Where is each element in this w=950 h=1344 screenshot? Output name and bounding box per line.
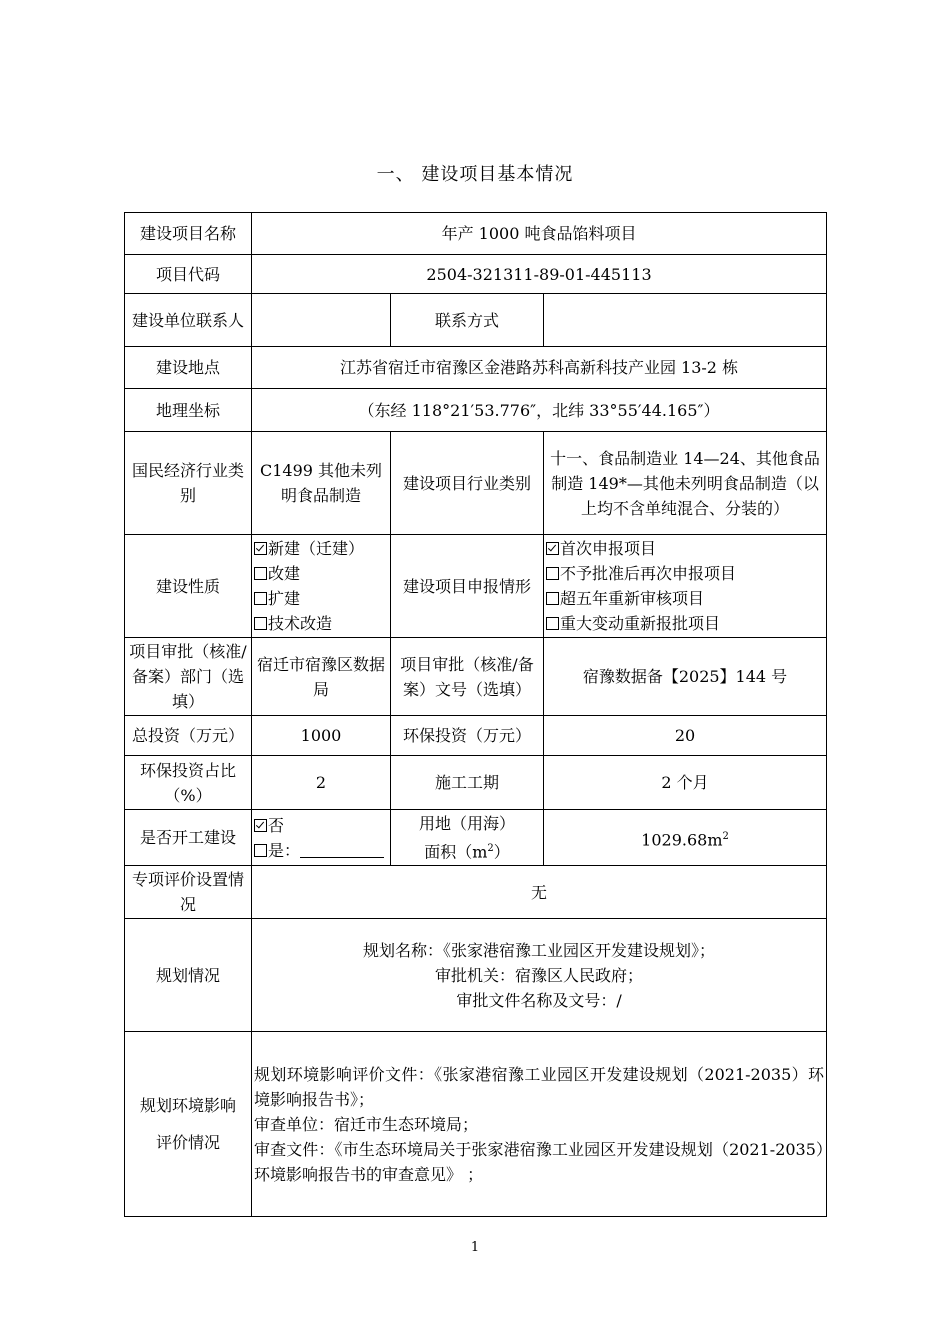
planning-eia-line: 审查文件：《市生态环境局关于张家港宿豫工业园区开发建设规划（2021-2035）环境影响报告书的审查意见》 ；: [254, 1139, 825, 1184]
coordinates-label: 地理坐标: [125, 389, 252, 432]
report-option-text: 超五年重新审核项目: [560, 589, 705, 608]
location-label: 建设地点: [125, 347, 252, 389]
land-area-value-sup: 2: [722, 830, 729, 842]
approval-dept-value: 宿迁市宿豫区数据局: [252, 638, 391, 716]
coordinates-value: （东经 118°21′53.776″，北纬 33°55′44.165″）: [252, 389, 827, 432]
approval-dept-label: 项目审批（核准/备案）部门（选填）: [125, 638, 252, 716]
contact-person-label: 建设单位联系人: [125, 294, 252, 347]
planning-eia-label: 规划环境影响评价情况: [125, 1032, 252, 1217]
land-area-label-line2: 面积（m: [424, 842, 488, 862]
checkbox-icon[interactable]: [254, 819, 267, 832]
special-eval-value: 无: [252, 866, 827, 919]
checkbox-icon[interactable]: [254, 592, 267, 605]
approval-doc-value: 宿豫数据备【2025】144 号: [544, 638, 827, 716]
special-eval-label: 专项评价设置情况: [125, 866, 252, 919]
started-option-yes[interactable]: [254, 838, 388, 863]
land-area-label: [391, 810, 544, 866]
planning-line: 审批文件名称及文号：/: [456, 990, 622, 1010]
total-investment-label: 总投资（万元）: [125, 716, 252, 756]
row-contact: [125, 294, 827, 347]
report-situation-label: 建设项目申报情形: [391, 535, 544, 638]
checkbox-icon[interactable]: [254, 617, 267, 630]
row-project-code: [125, 255, 827, 294]
nature-option-text: 扩建: [268, 589, 301, 608]
row-planning: [125, 919, 827, 1032]
checkbox-icon[interactable]: [546, 542, 559, 555]
planning-eia-line: 审查单位：宿迁市生态环境局；: [254, 1114, 479, 1134]
row-location: [125, 347, 827, 389]
land-area-value: [544, 810, 827, 866]
checkbox-icon[interactable]: [546, 592, 559, 605]
started-option-no[interactable]: [254, 813, 388, 838]
contact-method-label: 联系方式: [391, 294, 544, 347]
row-industry: [125, 432, 827, 535]
nature-option[interactable]: [254, 611, 388, 636]
total-investment-value: 1000: [252, 716, 391, 756]
row-started: [125, 810, 827, 866]
nature-option-text: 改建: [268, 564, 301, 583]
row-coordinates: [125, 389, 827, 432]
checkbox-icon[interactable]: [546, 617, 559, 630]
report-options: [544, 535, 827, 638]
planning-eia-line: 规划环境影响评价文件：《张家港宿豫工业园区开发建设规划（2021-2035）环境影响报告书》；: [254, 1064, 825, 1109]
project-name-label: 建设项目名称: [125, 213, 252, 255]
row-nature: [125, 535, 827, 638]
started-yes-text: 是：: [268, 840, 301, 860]
row-special-eval: [125, 866, 827, 919]
started-options: [252, 810, 391, 866]
row-approval: [125, 638, 827, 716]
contact-person-value: [252, 294, 391, 347]
report-option-text: 重大变动重新报批项目: [560, 614, 721, 633]
project-name-value: 年产 1000 吨食品馅料项目: [252, 213, 827, 255]
location-value: 江苏省宿迁市宿豫区金港路苏科高新科技产业园 13-2 栋: [252, 347, 827, 389]
report-option-text: 不予批准后再次申报项目: [560, 564, 737, 583]
row-project-name: [125, 213, 827, 255]
construction-period-value: 2 个月: [544, 756, 827, 810]
nature-option[interactable]: [254, 561, 388, 586]
industry-value: C1499 其他未列明食品制造: [252, 432, 391, 535]
project-info-table: [124, 212, 827, 1217]
land-area-label-sup: 2: [487, 843, 494, 854]
land-area-label-close: ）: [493, 842, 510, 862]
row-investment: [125, 716, 827, 756]
land-area-value-text: 1029.68m: [641, 829, 723, 849]
project-industry-value: 十一、食品制造业 14—24、其他食品制造 149*—其他未列明食品制造（以上均不含单纯混合、分装的）: [544, 432, 827, 535]
nature-options: [252, 535, 391, 638]
row-planning-eia: [125, 1032, 827, 1217]
page-number: 1: [470, 1240, 480, 1255]
env-investment-value: 20: [544, 716, 827, 756]
checkbox-icon[interactable]: [254, 567, 267, 580]
env-ratio-label: 环保投资占比（%）: [125, 756, 252, 810]
nature-option-text: 新建（迁建）: [268, 539, 365, 558]
env-ratio-value: 2: [252, 756, 391, 810]
nature-label: 建设性质: [125, 535, 252, 638]
started-label: 是否开工建设: [125, 810, 252, 866]
planning-line: 审批机关：宿豫区人民政府；: [435, 965, 644, 985]
blank-line[interactable]: [300, 843, 384, 858]
approval-doc-label: 项目审批（核准/备案）文号（选填）: [391, 638, 544, 716]
checkbox-icon[interactable]: [546, 567, 559, 580]
checkbox-icon[interactable]: [254, 844, 267, 857]
env-investment-label: 环保投资（万元）: [391, 716, 544, 756]
project-code-label: 项目代码: [125, 255, 252, 294]
report-option[interactable]: [546, 561, 824, 586]
row-ratio: [125, 756, 827, 810]
report-option[interactable]: [546, 536, 824, 561]
checkbox-icon[interactable]: [254, 542, 267, 555]
section-heading: 一、 建设项目基本情况: [376, 164, 574, 185]
project-code-value: 2504-321311-89-01-445113: [252, 255, 827, 294]
planning-label: 规划情况: [125, 919, 252, 1032]
nature-option-text: 技术改造: [268, 614, 333, 633]
planning-content: [252, 919, 827, 1032]
nature-option[interactable]: [254, 536, 388, 561]
report-option[interactable]: [546, 586, 824, 611]
project-industry-label: 建设项目行业类别: [391, 432, 544, 535]
planning-eia-content: [252, 1032, 827, 1217]
land-area-label-line1: 用地（用海）: [418, 814, 515, 833]
contact-method-value: [544, 294, 827, 347]
nature-option[interactable]: [254, 586, 388, 611]
construction-period-label: 施工工期: [391, 756, 544, 810]
planning-line: 规划名称：《张家港宿豫工业园区开发建设规划》；: [363, 940, 716, 960]
report-option-text: 首次申报项目: [560, 539, 657, 558]
started-no-text: 否: [268, 815, 285, 835]
industry-label: 国民经济行业类别: [125, 432, 252, 535]
report-option[interactable]: [546, 611, 824, 636]
